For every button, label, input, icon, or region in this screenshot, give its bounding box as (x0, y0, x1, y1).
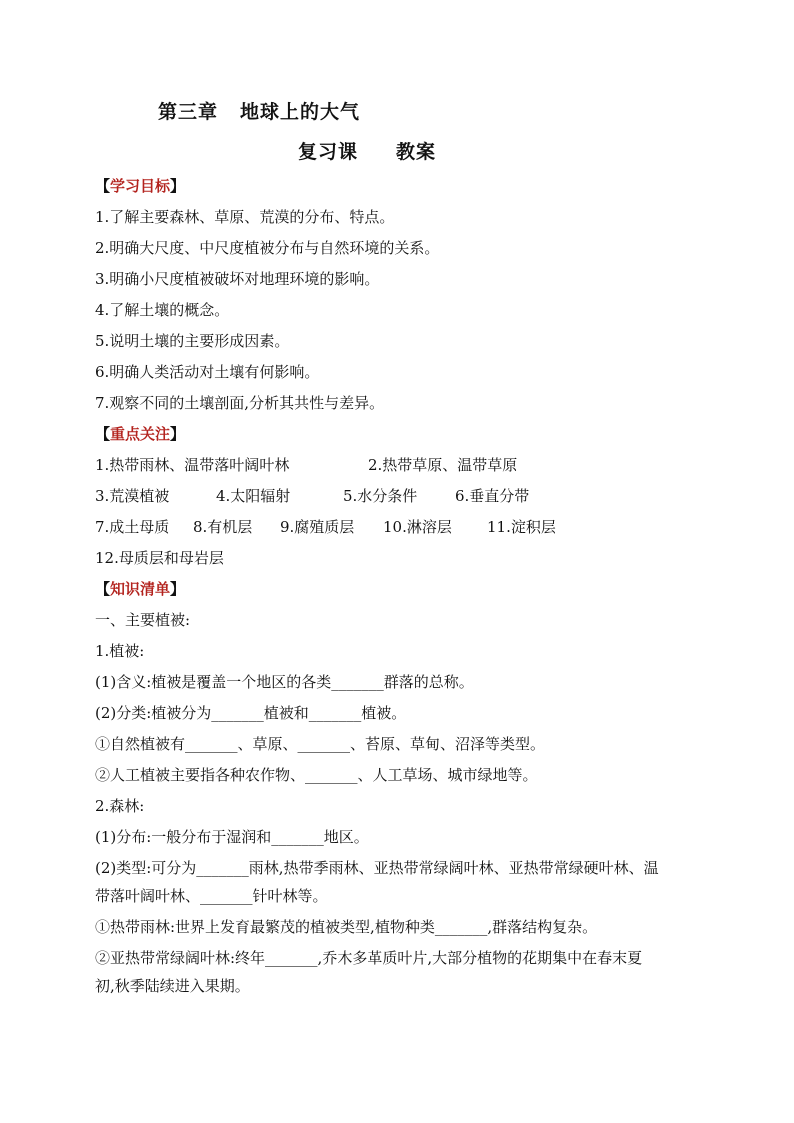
knowledge-line: 2.森林: (95, 797, 145, 815)
knowledge-line: ①自然植被有_______、草原、_______、苔原、草甸、沼泽等类型。 (95, 735, 546, 753)
knowledge-line: 1.植被: (95, 642, 145, 660)
goal-item: 2.明确大尺度、中尺度植被分布与自然环境的关系。 (95, 239, 440, 257)
focus-item: 2.热带草原、温带草原 (368, 456, 518, 474)
goal-item: 5.说明土壤的主要形成因素。 (95, 332, 290, 350)
focus-item: 1.热带雨林、温带落叶阔叶林 (95, 456, 290, 474)
focus-row (95, 515, 715, 546)
knowledge-line: ②亚热带常绿阔叶林:终年_______,乔木多革质叶片,大部分植物的花期集中在春末夏 (95, 949, 643, 967)
section-heading-goals: 【学习目标】 (95, 177, 186, 195)
goal-item: 7.观察不同的土壤剖面,分析其共性与差异。 (95, 394, 385, 412)
knowledge-line: 带落叶阔叶林、_______针叶林等。 (95, 887, 328, 905)
goal-item: 6.明确人类活动对土壤有何影响。 (95, 363, 320, 381)
focus-item: 11.淀积层 (487, 518, 556, 536)
focus-item: 3.荒漠植被 (95, 487, 170, 505)
knowledge-line: (2)分类:植被分为_______植被和_______植被。 (95, 704, 407, 722)
subtitle-plan: 教案 (396, 141, 437, 163)
focus-item: 8.有机层 (193, 518, 253, 536)
focus-item: 10.淋溶层 (383, 518, 452, 536)
focus-item: 6.垂直分带 (455, 487, 530, 505)
focus-item: 9.腐殖质层 (280, 518, 355, 536)
knowledge-line: ①热带雨林:世界上发育最繁茂的植被类型,植物种类_______,群落结构复杂。 (95, 918, 598, 936)
document-body (95, 174, 715, 1005)
goal-item: 4.了解土壤的概念。 (95, 301, 230, 319)
knowledge-line: (1)分布:一般分布于湿润和_______地区。 (95, 828, 369, 846)
focus-row (95, 546, 715, 577)
chapter-topic: 地球上的大气 (240, 101, 361, 123)
focus-item: 5.水分条件 (343, 487, 418, 505)
knowledge-line: ②人工植被主要指各种农作物、_______、人工草场、城市绿地等。 (95, 766, 538, 784)
goal-item: 1.了解主要森林、草原、荒漠的分布、特点。 (95, 208, 395, 226)
goal-item: 3.明确小尺度植被破坏对地理环境的影响。 (95, 270, 380, 288)
section-heading-focus: 【重点关注】 (95, 425, 186, 443)
chapter-number: 第三章 (158, 101, 219, 123)
knowledge-line: 一、主要植被: (95, 611, 191, 629)
focus-row (95, 453, 715, 484)
knowledge-line: 初,秋季陆续进入果期。 (95, 977, 250, 995)
focus-row (95, 484, 715, 515)
section-heading-knowledge: 【知识清单】 (95, 580, 186, 598)
focus-item: 7.成土母质 (95, 518, 170, 536)
focus-item: 4.太阳辐射 (216, 487, 291, 505)
subtitle-review: 复习课 (298, 141, 359, 163)
knowledge-line: (1)含义:植被是覆盖一个地区的各类_______群落的总称。 (95, 673, 474, 691)
focus-item: 12.母质层和母岩层 (95, 549, 224, 567)
chapter-title (158, 97, 360, 124)
lesson-subtitle (298, 137, 436, 164)
knowledge-line: (2)类型:可分为_______雨林,热带季雨林、亚热带常绿阔叶林、亚热带常绿硬叶林、温 (95, 859, 659, 877)
